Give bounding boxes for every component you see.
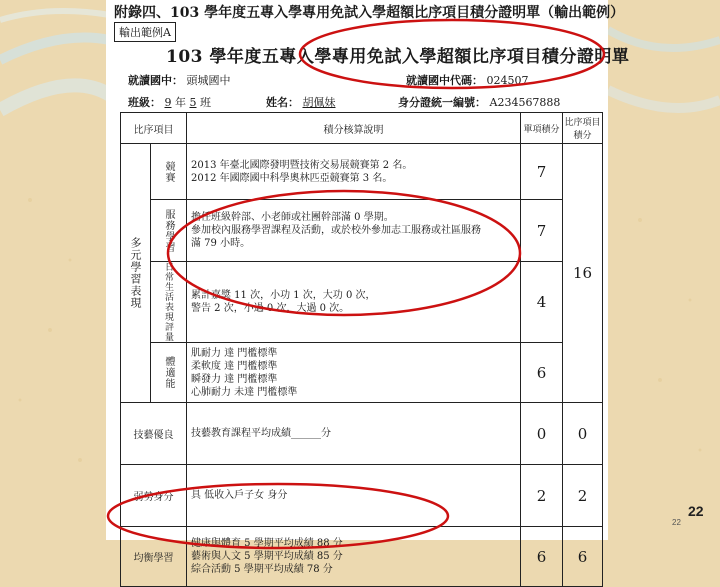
sample-tag: 輸出範例A — [114, 22, 176, 42]
desc-line: 參加校內服務學習課程及活動，或於校外參加志工服務或社區服務 — [191, 225, 481, 236]
balanced-score: 6 — [521, 527, 563, 587]
daily-label: 日常生活表現評量 — [163, 262, 173, 342]
desc-line: 滿 79 小時。 — [191, 238, 251, 249]
fitness-desc — [187, 343, 521, 403]
multi-label: 多元學習表現 — [129, 237, 142, 309]
desc-line: 心肺耐力 未達 門檻標準 — [191, 386, 298, 398]
name-label: 姓名： — [266, 96, 299, 109]
appendix-title: 附錄四、103 學年度五專入學專用免試入學超額比序項目積分證明單（輸出範例） — [114, 5, 625, 21]
id-info — [398, 94, 560, 110]
student-name: 胡佩妹 — [302, 96, 336, 109]
school-code-info — [406, 72, 529, 88]
table-row — [121, 200, 603, 262]
year-label: 年 — [175, 96, 186, 109]
service-score: 7 — [521, 200, 563, 262]
school-info — [128, 72, 231, 88]
balanced-rank: 6 — [563, 527, 603, 587]
class-number: 5 — [189, 96, 197, 109]
desc-line: 藝術與人文 5 學期平均成績 85 分 — [191, 551, 343, 562]
table-row — [121, 262, 603, 343]
table-row — [121, 527, 603, 587]
table-header-row — [121, 113, 603, 144]
arts-label: 技藝優良 — [121, 403, 187, 465]
table-row — [121, 465, 603, 527]
service-desc — [187, 200, 521, 262]
score-table — [120, 112, 603, 587]
disadvantaged-desc — [187, 465, 521, 527]
competition-label: 競賽 — [163, 160, 174, 183]
disadvantaged-label: 弱勢身分 — [121, 465, 187, 527]
service-label: 服務學習 — [163, 208, 174, 253]
desc-line: 柔軟度 達 門檻標準 — [191, 360, 278, 372]
student-id: A234567888 — [489, 96, 561, 109]
table-row — [121, 343, 603, 403]
competition-desc — [187, 144, 521, 200]
balanced-label: 均衡學習 — [121, 527, 187, 587]
grade: 9 — [164, 96, 172, 109]
school-code: 024507 — [486, 74, 529, 87]
class-suffix: 班 — [200, 96, 211, 109]
desc-line: 瞬發力 達 門檻標準 — [191, 373, 278, 385]
slide-number: 22 — [688, 503, 704, 519]
arts-rank: 0 — [563, 403, 603, 465]
header-item-score: 單項積分 — [521, 113, 563, 144]
header-desc: 積分核算說明 — [187, 113, 521, 144]
desc-line: 2013 年臺北國際發明暨技術交易展競賽第 2 名。 — [191, 159, 413, 171]
daily-desc — [187, 262, 521, 343]
fitness-score: 6 — [521, 343, 563, 403]
fitness-label-cell — [151, 343, 187, 403]
desc-line: 具 低收入戶子女 身分 — [191, 490, 288, 501]
table-row — [121, 144, 603, 200]
header-item: 比序項目 — [121, 113, 187, 144]
arts-score: 0 — [521, 403, 563, 465]
service-label-cell — [151, 200, 187, 262]
desc-line: 健康與體育 5 學期平均成績 88 分 — [191, 538, 343, 549]
class-label: 班級： — [128, 96, 161, 109]
desc-line: 2012 年國際國中科學奧林匹亞競賽第 3 名。 — [191, 172, 393, 184]
desc-line: 技藝教育課程平均成績______分 — [191, 428, 331, 439]
document-title: 103 學年度五專入學專用免試入學超額比序項目積分證明單 — [166, 47, 630, 67]
class-info — [128, 94, 211, 110]
daily-label-cell — [151, 262, 187, 343]
certificate-document — [106, 0, 630, 575]
desc-line: 警告 2 次，小過 0 次，大過 0 次。 — [191, 303, 350, 314]
school-code-label: 就讀國中代碼： — [406, 74, 483, 87]
desc-line: 綜合活動 5 學期平均成績 78 分 — [191, 564, 333, 575]
disadvantaged-score: 2 — [521, 465, 563, 527]
fitness-label: 體適能 — [163, 356, 174, 389]
balanced-desc — [187, 527, 521, 587]
competition-score: 7 — [521, 144, 563, 200]
table-row — [121, 403, 603, 465]
id-label: 身分證統一編號： — [398, 96, 486, 109]
multi-total: 16 — [563, 144, 603, 403]
arts-desc — [187, 403, 521, 465]
school-label: 就讀國中： — [128, 74, 183, 87]
multi-label-cell — [121, 144, 151, 403]
header-rank-score: 比序項目積分 — [563, 113, 603, 144]
slide-number-small: 22 — [672, 518, 681, 527]
daily-score: 4 — [521, 262, 563, 343]
disadvantaged-rank: 2 — [563, 465, 603, 527]
desc-line: 擔任班級幹部、小老師或社團幹部滿 0 學期。 — [191, 212, 394, 223]
school-name: 頭城國中 — [186, 74, 231, 87]
desc-line: 累計嘉獎 11 次，小功 1 次，大功 0 次， — [191, 290, 376, 301]
desc-line: 肌耐力 達 門檻標準 — [191, 347, 278, 359]
competition-label-cell — [151, 144, 187, 200]
name-info — [266, 94, 336, 110]
